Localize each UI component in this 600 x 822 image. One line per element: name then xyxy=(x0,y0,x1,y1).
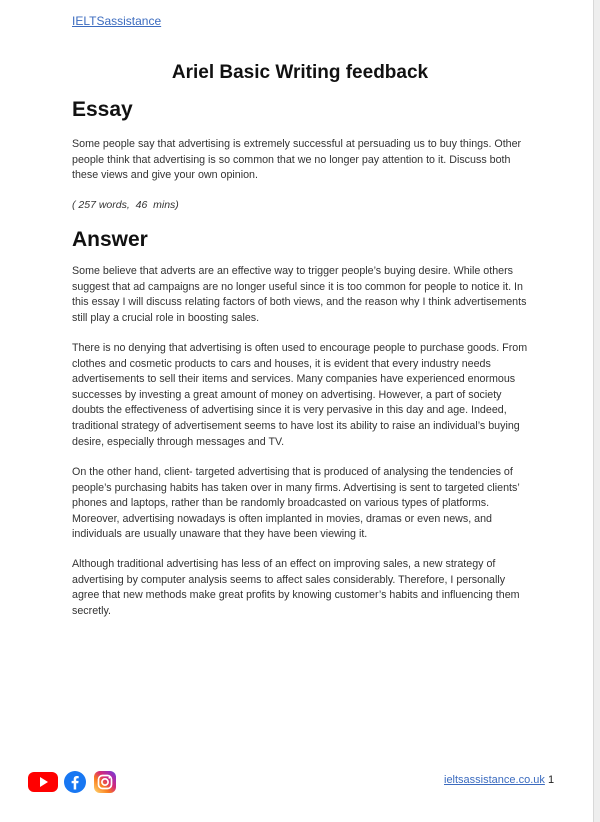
essay-prompt: Some people say that advertising is extremely successful at persuading us to buy things. Other people think that advertising is so common that we no longer pay attention to it. Discuss both these views and give your own opinion. xyxy=(72,138,522,182)
header-link[interactable]: IELTSassistance xyxy=(72,14,162,28)
answer-paragraph-1: Some believe that adverts are an effective way to trigger people’s buying desire. While others suggest that ad campaigns are no longer useful since it is too common for people to notice it. In this essay I will discuss relating factors of both views, and the reason why I think advertisements still play a crucial role in boosting sales. xyxy=(72,265,527,324)
answer-heading: Answer xyxy=(72,228,148,251)
instagram-icon[interactable] xyxy=(94,771,116,793)
footer-link[interactable]: ieltsassistance.co.uk xyxy=(444,774,545,786)
answer-paragraph-3: On the other hand, client- targeted advertising that is produced of analysing the tendencies of people’s purchasing habits has taken over in many firms. Advertising is sent to targeted clients’ phones and laptops, rather than be randomly broadcasted on various types of platforms. Moreover, advertising nowadays is often implanted in movies, dramas or even news, and individuals are usually unaware that they have been viewing it. xyxy=(72,466,520,541)
page-edge xyxy=(593,0,600,822)
youtube-icon[interactable] xyxy=(28,771,58,793)
word-count-meta: ( 257 words, 46 mins) xyxy=(72,199,179,211)
document-title: Ariel Basic Writing feedback xyxy=(171,62,429,83)
answer-paragraph-2: There is no denying that advertising is often used to encourage people to purchase goods. From clothes and cosmetic products to cars and houses, it is evident that every industry needs advertisements to sell their items and services. Many companies have experienced enormous successes by investing a great amount of money on advertising. However, a part of society doubts the effectiveness of advertising since it is very pervasive in this day and age. Indeed, traditional strategy of advertisement seems to have lost its ability to raise an individual’s buying desire, especially through messages and TV. xyxy=(72,342,528,448)
page-number: 1 xyxy=(548,774,555,786)
facebook-icon[interactable] xyxy=(64,771,86,793)
essay-heading: Essay xyxy=(72,98,133,121)
answer-paragraph-4: Although traditional advertising has less of an effect on improving sales, a new strategy of advertising by computer analysis seems to affect sales considerably. Therefore, I personally agree that new methods make great profits by knowing customer’s habits and influencing them secretly. xyxy=(72,558,520,617)
